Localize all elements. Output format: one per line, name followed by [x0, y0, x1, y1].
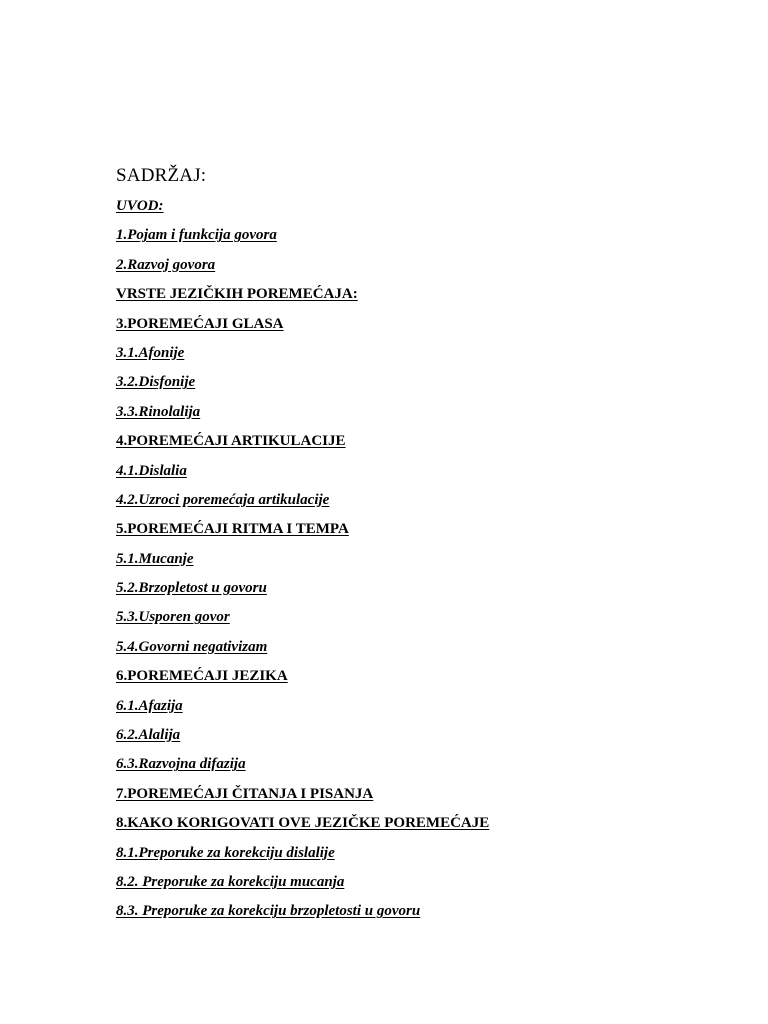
toc-entry[interactable]: 5.4.Govorni negativizam [116, 638, 268, 655]
toc-entry[interactable]: 8.KAKO KORIGOVATI OVE JEZIČKE POREMEĆAJE [116, 815, 490, 832]
table-of-contents [116, 162, 736, 927]
toc-entry[interactable]: 3.1.Afonije [116, 344, 185, 361]
toc-heading: SADRŽAJ: [116, 165, 207, 186]
toc-entry[interactable]: 3.POREMEĆAJI GLASA [116, 315, 284, 332]
toc-entry[interactable]: 4.2.Uzroci poremećaja artikulacije [116, 491, 330, 508]
toc-entry[interactable]: VRSTE JEZIČKIH POREMEĆAJA: [116, 286, 358, 303]
toc-entry[interactable]: 4.1.Dislalia [116, 462, 187, 479]
toc-entry[interactable]: 6.3.Razvojna difazija [116, 756, 246, 773]
toc-entry[interactable]: 7.POREMEĆAJI ČITANJA I PISANJA [116, 785, 374, 802]
toc-entry[interactable]: 6.1.Afazija [116, 697, 183, 714]
toc-entry[interactable]: 6.POREMEĆAJI JEZIKA [116, 668, 288, 685]
toc-entry[interactable]: 5.1.Mucanje [116, 550, 194, 567]
toc-entry[interactable]: 8.2. Preporuke za korekciju mucanja [116, 873, 345, 890]
toc-list [116, 192, 736, 927]
toc-entry[interactable]: UVOD: [116, 198, 164, 214]
toc-entry[interactable]: 2.Razvoj govora [116, 256, 216, 273]
toc-entry[interactable]: 8.3. Preporuke za korekciju brzopletosti u govoru [116, 903, 421, 920]
toc-entry[interactable]: 5.3.Usporen govor [116, 609, 230, 626]
toc-entry[interactable]: 8.1.Preporuke za korekciju dislalije [116, 844, 335, 861]
toc-entry[interactable]: 1.Pojam i funkcija govora [116, 227, 277, 244]
toc-entry[interactable]: 5.2.Brzopletost u govoru [116, 580, 267, 597]
toc-entry[interactable]: 3.3.Rinolalija [116, 403, 201, 420]
toc-entry[interactable]: 3.2.Disfonije [116, 374, 196, 391]
toc-entry[interactable]: 5.POREMEĆAJI RITMA I TEMPA [116, 521, 349, 538]
toc-entry[interactable]: 6.2.Alalija [116, 727, 181, 744]
toc-entry[interactable]: 4.POREMEĆAJI ARTIKULACIJE [116, 433, 346, 450]
